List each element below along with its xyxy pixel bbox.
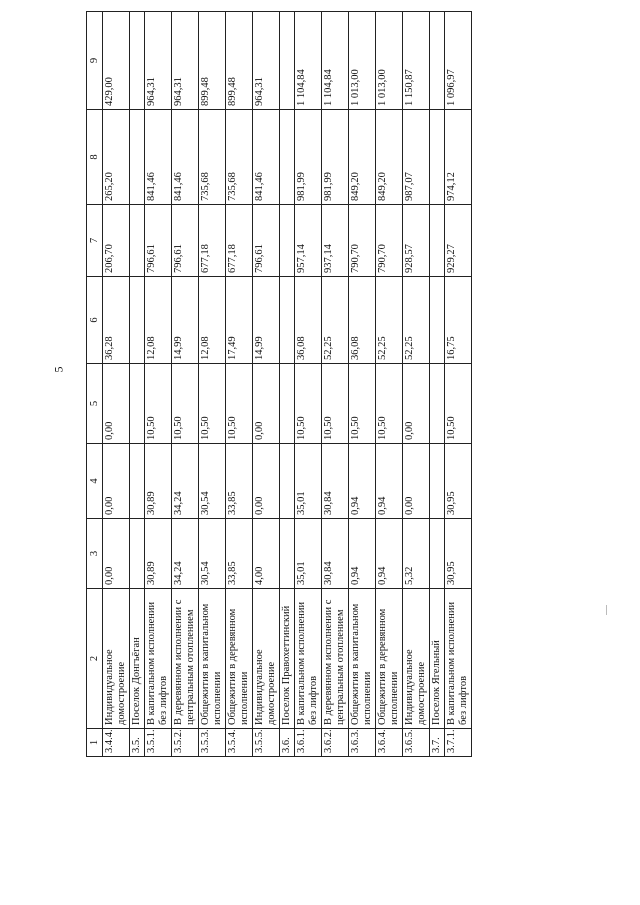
value-cell: 30,54 <box>199 519 226 589</box>
row-number-cell: 3.6.4. <box>376 729 403 757</box>
value-cell: 1 150,87 <box>403 12 430 110</box>
value-cell: 796,61 <box>172 205 199 277</box>
value-cell: 928,57 <box>403 205 430 277</box>
header-cell: 7 <box>87 205 103 277</box>
value-cell: 36,08 <box>349 277 376 364</box>
table-row <box>172 12 199 757</box>
value-cell: 841,46 <box>145 110 172 205</box>
value-cell <box>280 519 295 589</box>
description-cell: Индивидуальное домостроение <box>403 589 430 729</box>
value-cell <box>130 277 145 364</box>
value-cell: 52,25 <box>322 277 349 364</box>
value-cell: 899,48 <box>226 12 253 110</box>
value-cell: 796,61 <box>145 205 172 277</box>
header-cell: 9 <box>87 12 103 110</box>
description-cell: Поселок Правохеттинский <box>280 589 295 729</box>
table-row <box>280 12 295 757</box>
value-cell: 4,00 <box>253 519 280 589</box>
value-cell: 841,46 <box>253 110 280 205</box>
table-row <box>376 12 403 757</box>
table-row <box>199 12 226 757</box>
value-cell: 10,50 <box>199 364 226 444</box>
value-cell: 33,85 <box>226 444 253 519</box>
header-cell: 8 <box>87 110 103 205</box>
value-cell: 0,00 <box>253 444 280 519</box>
value-cell: 796,61 <box>253 205 280 277</box>
row-number-cell: 3.6.2. <box>322 729 349 757</box>
description-cell: Поселок Донгъёган <box>130 589 145 729</box>
header-cell: 3 <box>87 519 103 589</box>
value-cell <box>280 12 295 110</box>
value-cell: 12,08 <box>145 277 172 364</box>
value-cell: 0,00 <box>103 444 130 519</box>
value-cell: 677,18 <box>199 205 226 277</box>
page-number: 5 <box>51 366 66 373</box>
value-cell: 33,85 <box>226 519 253 589</box>
row-number-cell: 3.5.5. <box>253 729 280 757</box>
description-cell: Поселок Ягельный <box>430 589 445 729</box>
value-cell: 849,20 <box>349 110 376 205</box>
row-number-cell: 3.6. <box>280 729 295 757</box>
header-cell: 2 <box>87 589 103 729</box>
value-cell: 735,68 <box>226 110 253 205</box>
value-cell <box>130 110 145 205</box>
value-cell: 0,94 <box>376 444 403 519</box>
value-cell <box>280 277 295 364</box>
value-cell: 964,31 <box>172 12 199 110</box>
value-cell: 0,94 <box>376 519 403 589</box>
value-cell: 429,00 <box>103 12 130 110</box>
description-cell: В капитальном исполнении без лифтов <box>445 589 472 729</box>
value-cell: 957,14 <box>295 205 322 277</box>
value-cell: 937,14 <box>322 205 349 277</box>
value-cell: 0,94 <box>349 444 376 519</box>
scan-artifact <box>606 605 607 615</box>
value-cell: 12,08 <box>199 277 226 364</box>
value-cell <box>430 519 445 589</box>
value-cell: 0,00 <box>253 364 280 444</box>
table-row <box>226 12 253 757</box>
value-cell: 52,25 <box>403 277 430 364</box>
value-cell: 1 013,00 <box>349 12 376 110</box>
value-cell: 929,27 <box>445 205 472 277</box>
value-cell: 206,70 <box>103 205 130 277</box>
rotated-table-container <box>86 12 640 757</box>
header-cell: 1 <box>87 729 103 757</box>
value-cell: 36,08 <box>295 277 322 364</box>
value-cell: 10,50 <box>172 364 199 444</box>
row-number-cell: 3.5.2. <box>172 729 199 757</box>
table-row <box>145 12 172 757</box>
value-cell <box>280 364 295 444</box>
value-cell: 30,89 <box>145 519 172 589</box>
header-cell: 4 <box>87 444 103 519</box>
header-cell: 6 <box>87 277 103 364</box>
value-cell <box>430 205 445 277</box>
row-number-cell: 3.5.4. <box>226 729 253 757</box>
value-cell: 790,70 <box>349 205 376 277</box>
value-cell: 0,00 <box>103 364 130 444</box>
value-cell: 1 104,84 <box>322 12 349 110</box>
table-row <box>349 12 376 757</box>
value-cell: 0,94 <box>349 519 376 589</box>
row-number-cell: 3.7. <box>430 729 445 757</box>
value-cell: 35,01 <box>295 519 322 589</box>
value-cell: 964,31 <box>145 12 172 110</box>
value-cell: 10,50 <box>376 364 403 444</box>
value-cell: 36,28 <box>103 277 130 364</box>
row-number-cell: 3.5.3. <box>199 729 226 757</box>
value-cell: 10,50 <box>145 364 172 444</box>
value-cell: 735,68 <box>199 110 226 205</box>
value-cell: 34,24 <box>172 519 199 589</box>
row-number-cell: 3.4.4. <box>103 729 130 757</box>
description-cell: Общежития в капитальном исполнении <box>349 589 376 729</box>
value-cell <box>130 364 145 444</box>
value-cell <box>130 205 145 277</box>
value-cell: 14,99 <box>253 277 280 364</box>
value-cell: 30,84 <box>322 519 349 589</box>
value-cell <box>130 519 145 589</box>
value-cell: 10,50 <box>322 364 349 444</box>
value-cell: 30,89 <box>145 444 172 519</box>
value-cell: 0,00 <box>403 444 430 519</box>
value-cell: 10,50 <box>226 364 253 444</box>
value-cell: 981,99 <box>322 110 349 205</box>
description-cell: Индивидуальное домостроение <box>253 589 280 729</box>
description-cell: В деревянном исполнении с центральным отоплением <box>172 589 199 729</box>
value-cell: 30,95 <box>445 519 472 589</box>
value-cell: 790,70 <box>376 205 403 277</box>
description-cell: В капитальном исполнении без лифтов <box>295 589 322 729</box>
value-cell: 14,99 <box>172 277 199 364</box>
value-cell: 52,25 <box>376 277 403 364</box>
value-cell <box>280 205 295 277</box>
value-cell: 1 096,97 <box>445 12 472 110</box>
table-row <box>430 12 445 757</box>
value-cell <box>130 444 145 519</box>
value-cell: 974,12 <box>445 110 472 205</box>
value-cell <box>430 364 445 444</box>
value-cell: 30,95 <box>445 444 472 519</box>
row-number-cell: 3.6.1. <box>295 729 322 757</box>
value-cell: 841,46 <box>172 110 199 205</box>
value-cell <box>430 444 445 519</box>
value-cell: 35,01 <box>295 444 322 519</box>
description-cell: В капитальном исполнении без лифтов <box>145 589 172 729</box>
value-cell <box>130 12 145 110</box>
description-cell: Общежития в деревянном исполнении <box>226 589 253 729</box>
value-cell: 34,24 <box>172 444 199 519</box>
table-row <box>322 12 349 757</box>
description-cell: В деревянном исполнении с центральным отоплением <box>322 589 349 729</box>
header-cell: 5 <box>87 364 103 444</box>
table-row <box>295 12 322 757</box>
value-cell: 899,48 <box>199 12 226 110</box>
value-cell: 16,75 <box>445 277 472 364</box>
value-cell <box>430 277 445 364</box>
description-cell: Общежития в капитальном исполнении <box>199 589 226 729</box>
value-cell: 5,32 <box>403 519 430 589</box>
table-header-row <box>87 12 103 757</box>
value-cell: 265,20 <box>103 110 130 205</box>
value-cell <box>280 110 295 205</box>
value-cell: 10,50 <box>349 364 376 444</box>
value-cell: 677,18 <box>226 205 253 277</box>
value-cell: 981,99 <box>295 110 322 205</box>
row-number-cell: 3.6.5. <box>403 729 430 757</box>
table-row <box>403 12 430 757</box>
value-cell: 10,50 <box>295 364 322 444</box>
tariff-table <box>86 11 472 757</box>
value-cell <box>430 12 445 110</box>
row-number-cell: 3.7.1. <box>445 729 472 757</box>
table-row <box>445 12 472 757</box>
value-cell <box>280 444 295 519</box>
value-cell: 987,07 <box>403 110 430 205</box>
value-cell: 10,50 <box>445 364 472 444</box>
description-cell: Общежития в деревянном исполнении <box>376 589 403 729</box>
row-number-cell: 3.5. <box>130 729 145 757</box>
description-cell: Индивидуальное домостроение <box>103 589 130 729</box>
value-cell <box>430 110 445 205</box>
value-cell: 30,54 <box>199 444 226 519</box>
value-cell: 1 104,84 <box>295 12 322 110</box>
value-cell: 30,84 <box>322 444 349 519</box>
value-cell: 1 013,00 <box>376 12 403 110</box>
value-cell: 0,00 <box>103 519 130 589</box>
row-number-cell: 3.6.3. <box>349 729 376 757</box>
value-cell: 964,31 <box>253 12 280 110</box>
value-cell: 0,00 <box>403 364 430 444</box>
row-number-cell: 3.5.1. <box>145 729 172 757</box>
table-row <box>130 12 145 757</box>
table-row <box>253 12 280 757</box>
value-cell: 17,49 <box>226 277 253 364</box>
value-cell: 849,20 <box>376 110 403 205</box>
table-row <box>103 12 130 757</box>
